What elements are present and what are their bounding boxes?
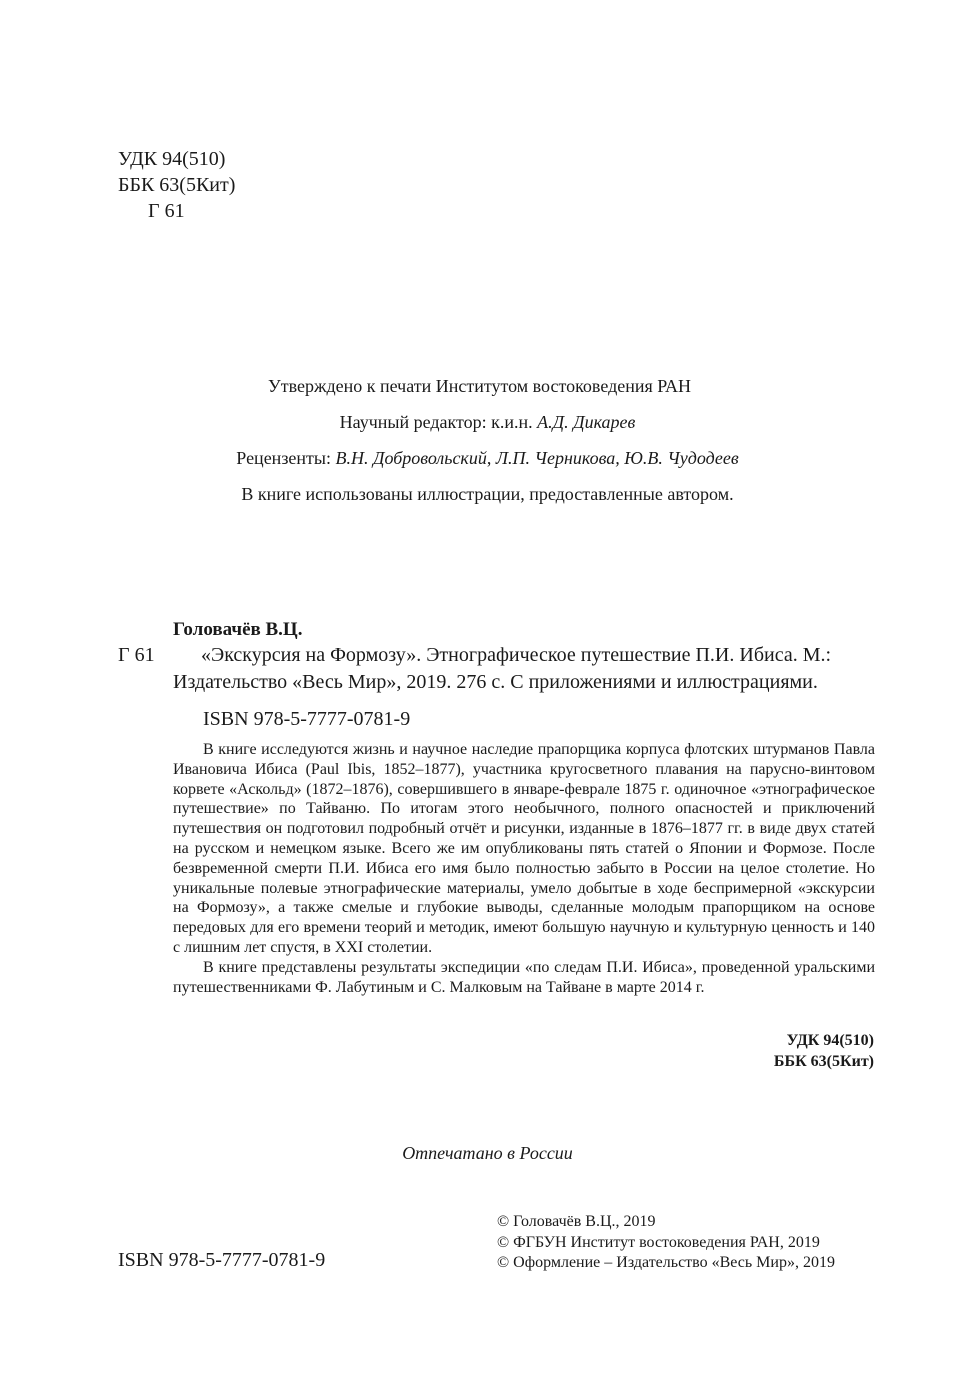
book-description	[173, 642, 873, 696]
reviewers-label: Рецензенты:	[236, 448, 332, 468]
copyright-line: © Оформление – Издательство «Весь Мир», 2019	[497, 1254, 835, 1271]
editor-name: А.Д. Дикарев	[537, 412, 636, 432]
reviewer-name: Ю.В. Чудодеев	[624, 448, 739, 468]
abstract-paragraph: В книге представлены результаты экспедиции «по следам П.И. Ибиса», проведенной уральскими путешественниками Ф. Лабутиным и С. Малковым на Тайване в марте 2014 г.	[173, 958, 875, 996]
illustrations-note: В книге использованы иллюстрации, предоставленные автором.	[241, 484, 734, 504]
classification-block-top	[118, 146, 235, 224]
printed-in: Отпечатано в России	[402, 1143, 573, 1163]
abstract-paragraph: В книге исследуются жизнь и научное наследие прапорщика корпуса флотских штурманов Павла Ивановича Ибиса (Paul Ibis, 1852–1877), участника кругосветного плавания на парусно-винтовом корвете «Аскольд» (1872–1876), совершившего в январе-феврале 1875 г. одиночное «этнографическое путешествие» по Тайваню. По итогам этого необычного, полного опасностей и приключений путешествия он подготовил подробный отчёт и рисунки, изданные в 1876–1877 гг. в виде двух статей на русском и немецком языке. Всего же им опубликованы пять статей о Японии и Формозе. После безвременной смерти П.И. Ибиса его имя было полностью забыто в России на целое столетие. Но уникальные полевые этнографические материалы, умело добытые в ходе беспримерной «экскурсии на Формозу», а также смелые и глубокие выводы, сделанные молодым прапорщиком на основе передовых для его времени теорий и методик, имеют большую научную и культурную ценность и 140 с лишним лет спустя, в XXI столетии.	[173, 741, 875, 956]
book-description-line: Издательство «Весь Мир», 2019. 276 с. С приложениями и иллюстрациями.	[173, 671, 818, 693]
reviewer-name: В.Н. Добровольский	[335, 448, 487, 468]
editor-line	[0, 411, 975, 433]
abstract	[173, 740, 875, 997]
bbk-code: ББК 63(5Кит)	[773, 1053, 874, 1070]
copyright-line: © Головачёв В.Ц., 2019	[497, 1213, 656, 1230]
catalog-index: Г 61	[118, 644, 155, 666]
udk-code: УДК 94(510)	[118, 148, 226, 170]
approval-block	[0, 375, 975, 519]
copyright-block	[497, 1212, 835, 1274]
approved-line: Утверждено к печати Институтом востоковедения РАН	[268, 376, 691, 396]
udk-code: УДК 94(510)	[786, 1032, 874, 1049]
reviewer-name: Л.П. Черникова,	[495, 448, 620, 468]
book-description-line: «Экскурсия на Формозу». Этнографическое путешествие П.И. Ибиса. М.:	[201, 644, 832, 666]
footer-isbn: ISBN 978-5-7777-0781-9	[118, 1249, 326, 1271]
editor-label: Научный редактор: к.и.н.	[339, 412, 533, 432]
catalog-isbn: ISBN 978-5-7777-0781-9	[203, 708, 411, 730]
catalog-author: Головачёв В.Ц.	[173, 619, 303, 640]
reviewers-line: Рецензенты: В.Н. Добровольский, Л.П. Черникова, Ю.В. Чудодеев	[236, 448, 739, 468]
bbk-code: ББК 63(5Кит)	[118, 174, 236, 196]
copyright-line: © ФГБУН Институт востоковедения РАН, 2019	[497, 1233, 820, 1251]
classification-block-bottom	[774, 1030, 874, 1072]
author-sign: Г 61	[148, 200, 185, 222]
